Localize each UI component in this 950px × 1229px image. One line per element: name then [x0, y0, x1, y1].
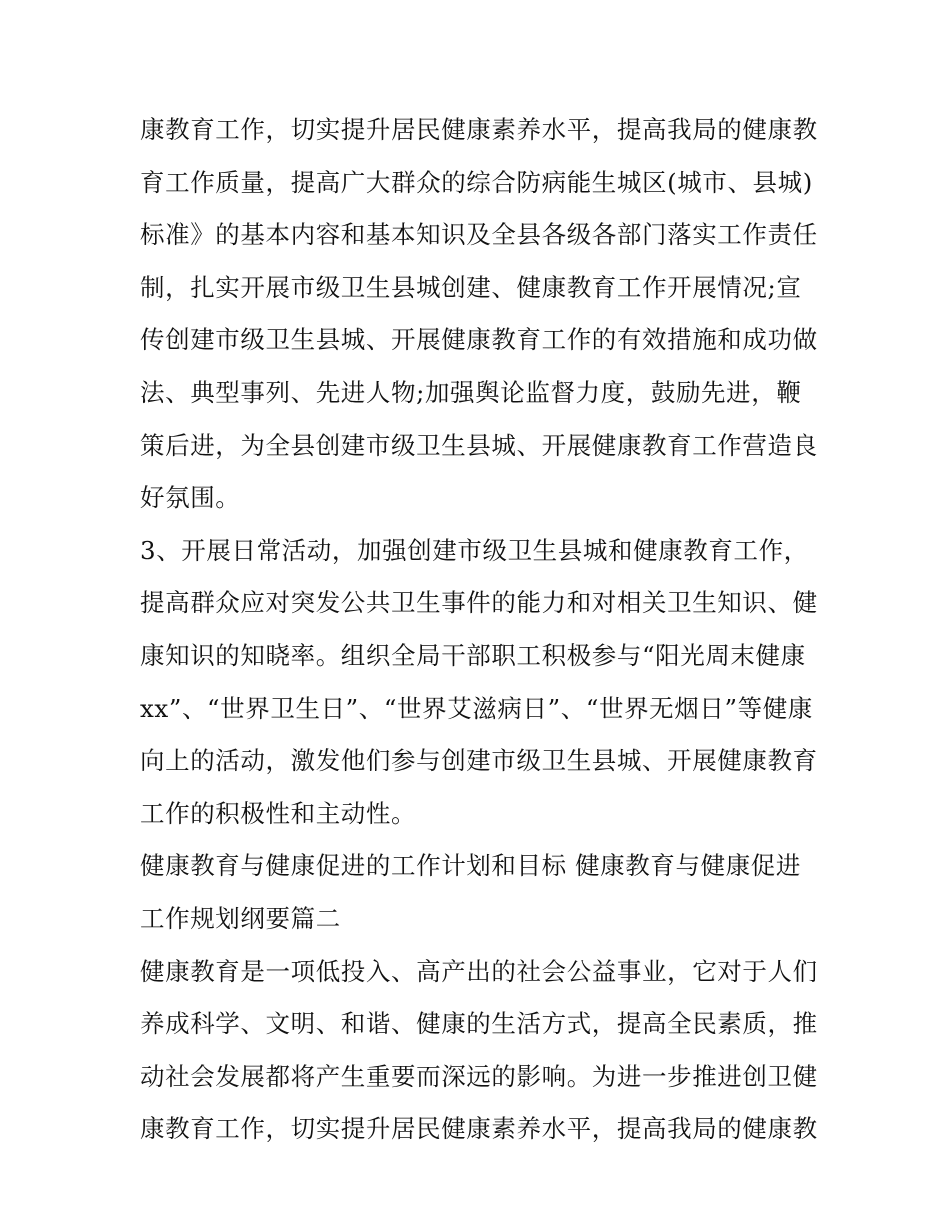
- text-line: 3、开展日常活动，加强创建市级卫生县城和健康教育工作，: [140, 535, 809, 565]
- text-line: xx”、“世界卫生日”、“世界艾滋病日”、“世界无烟日”等健康: [140, 693, 813, 723]
- text-line: 提高群众应对突发公共卫生事件的能力和对相关卫生知识、健: [140, 588, 818, 618]
- text-line: 法、典型事列、先进人物;加强舆论监督力度，鼓励先进，鞭: [140, 377, 802, 407]
- text-line: 康教育工作，切实提升居民健康素养水平，提高我局的健康教: [140, 115, 818, 144]
- text-line: 传创建市级卫生县城、开展健康教育工作的有效措施和成功做: [140, 325, 818, 355]
- text-line: 康知识的知晓率。组织全局干部职工积极参与“阳光周末健康: [140, 640, 806, 670]
- text-line: 工作的积极性和主动性。: [140, 798, 417, 828]
- text-line: 策后进，为全县创建市级卫生县城、开展健康教育工作营造良: [140, 430, 818, 460]
- text-line: 养成科学、文明、和谐、健康的生活方式，提高全民素质，推: [140, 1009, 818, 1039]
- text-line: 制，扎实开展市级卫生县城创建、健康教育工作开展情况;宣: [140, 272, 802, 302]
- text-line: 康教育工作，切实提升居民健康素养水平，提高我局的健康教: [140, 1114, 818, 1144]
- text-line: 动社会发展都将产生重要而深远的影响。为进一步推进创卫健: [140, 1061, 818, 1091]
- section-heading-line: 健康教育与健康促进的工作计划和目标 健康教育与健康促进: [140, 851, 801, 881]
- document-body: [140, 104, 820, 1156]
- text-line: 标准》的基本内容和基本知识及全县各级各部门落实工作责任: [140, 220, 818, 250]
- text-line: 好氛围。: [140, 483, 241, 513]
- text-line: 健康教育是一项低投入、高产出的社会公益事业，它对于人们: [140, 956, 818, 986]
- section-heading-line: 工作规划纲要篇二: [140, 903, 341, 933]
- text-line: 育工作质量，提高广大群众的综合防病能生城区(城市、县城): [140, 167, 813, 197]
- text-line: 向上的活动，激发他们参与创建市级卫生县城、开展健康教育: [140, 746, 818, 776]
